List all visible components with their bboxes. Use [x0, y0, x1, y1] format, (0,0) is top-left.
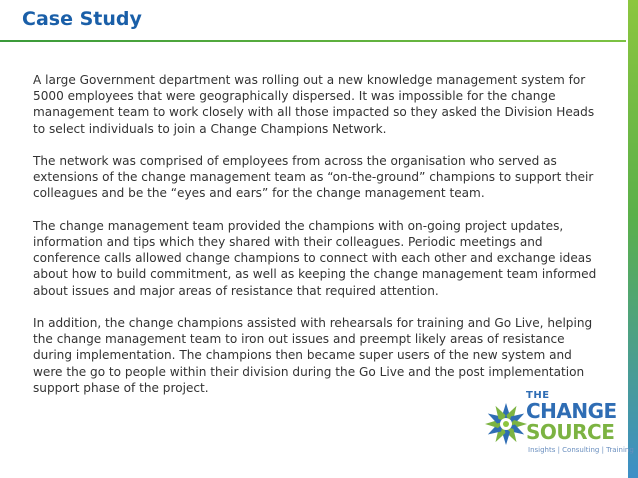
slide-title: Case Study: [22, 8, 142, 30]
paragraph-3: The change management team provided the champions with on-going project updates, information and tips which they shared with their colleagues. Periodic meetings and conference calls allowed change champions to connect with each other and exchange ideas about how to build commitment, as well as keeping the change management team informed about issues and major areas of resistance that required attention.: [33, 218, 597, 298]
side-accent-bar: [628, 0, 638, 478]
case-study-body: [33, 72, 603, 412]
paragraph-2: The network was comprised of employees from across the organisation who served as extensions of the change management team as “on-the-ground” champions to support their colleagues and be the “eyes and ears” for the change management team.: [33, 154, 594, 201]
starburst-logo-icon: [484, 402, 528, 446]
logo-text-change: CHANGE: [526, 399, 617, 423]
change-source-logo: [484, 386, 634, 466]
title-divider: [0, 40, 626, 42]
paragraph-1: A large Government department was rolling out a new knowledge management system for 5000 employees that were geographically dispersed. It was impossible for the change management team to work closely with all those impacted so they asked the Division Heads to select individuals to join a Change Champions Network.: [33, 73, 595, 136]
logo-tagline: Insights | Consulting | Training: [528, 446, 634, 454]
logo-text-source: SOURCE: [526, 420, 615, 444]
paragraph-4: In addition, the change champions assisted with rehearsals for training and Go Live, helping the change management team to iron out issues and preempt likely areas of resistance during implementation. The champions then became super users of the new system and were the go to people within their division during the Go Live and the post implementation support phase of the project.: [33, 316, 593, 395]
logo-text-the: THE: [526, 390, 550, 401]
